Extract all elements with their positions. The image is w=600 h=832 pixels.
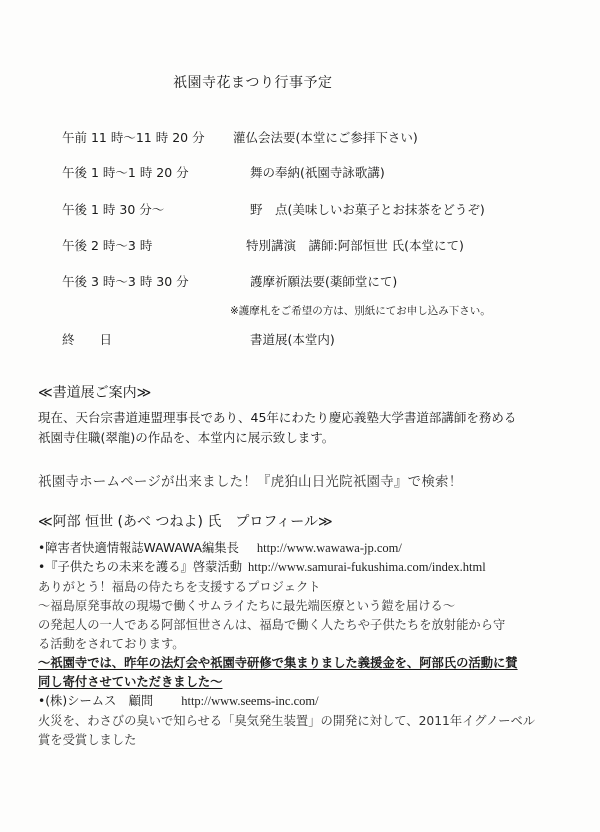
profile-item xyxy=(38,691,319,709)
donation-note: ～祇園寺では、昨年の法灯会や祇園寺研修で集まりました義援金を、阿部氏の活動に賛 xyxy=(38,656,518,670)
homepage-announcement: 祇園寺ホームページが出来ました！『虎狛山日光院祇園寺』で検索！ xyxy=(38,474,463,490)
schedule-time: 終 日 xyxy=(62,332,113,347)
calligraphy-text: 祇園寺住職(翠龍)の作品を、本堂内に展示致します。 xyxy=(38,430,335,445)
profile-item-text: •『子供たちの未来を護る』啓蒙活動 xyxy=(38,560,243,574)
schedule-event: 野 点(美味しいお菓子とお抹茶をどうぞ) xyxy=(250,202,485,217)
schedule-time: 午後 2 時～3 時 xyxy=(62,238,153,253)
profile-item xyxy=(38,538,402,556)
profile-item-text: •障害者快適情報誌WAWAWA編集長 xyxy=(38,541,239,555)
schedule-row xyxy=(0,163,600,183)
profile-desc: 賞を受賞しました xyxy=(38,733,137,747)
schedule-event: 舞の奉納(祇園寺詠歌講) xyxy=(250,165,385,180)
schedule-event: 特別講演 講師:阿部恒世 氏(本堂にて) xyxy=(246,238,464,253)
schedule-note: ※護摩札をご希望の方は、別紙にてお申し込み下さい。 xyxy=(230,305,491,317)
profile-item-url[interactable]: http://www.samurai-fukushima.com/index.html xyxy=(248,560,486,574)
profile-item xyxy=(38,557,486,575)
profile-item-text: •(株)シームス 顧問 xyxy=(38,694,154,708)
schedule-time: 午前 11 時～11 時 20 分 xyxy=(62,130,205,145)
profile-desc: の発起人の一人である阿部恒世さんは、福島で働く人たちや子供たちを放射能から守 xyxy=(38,618,506,632)
profile-item-url[interactable]: http://www.seems-inc.com/ xyxy=(181,694,319,708)
schedule-row xyxy=(0,200,600,220)
profile-heading: ≪阿部 恒世 (あべ つねよ) 氏 プロフィール≫ xyxy=(38,514,333,530)
profile-desc: ～福島原発事故の現場で働くサムライたちに最先端医療という鎧を届ける～ xyxy=(38,599,456,613)
schedule-row xyxy=(0,236,600,256)
page-title: 祇園寺花まつり行事予定 xyxy=(173,75,333,91)
donation-note: 同し寄付させていただきました～ xyxy=(38,675,223,689)
schedule-row xyxy=(0,128,600,148)
profile-desc: 火災を、わさびの臭いで知らせる「臭気発生装置」の開発に対して、2011年イグノーベル xyxy=(38,714,536,728)
calligraphy-heading: ≪書道展ご案内≫ xyxy=(38,385,152,401)
calligraphy-text: 現在、天台宗書道連盟理事長であり、45年にわたり慶応義塾大学書道部講師を務める xyxy=(38,410,517,425)
schedule-event: 書道展(本堂内) xyxy=(250,332,335,347)
profile-desc: ありがとう！福島の侍たちを支援するプロジェクト xyxy=(38,580,321,594)
schedule-event: 護摩祈願法要(薬師堂にて) xyxy=(250,274,398,289)
schedule-time: 午後 1 時～1 時 20 分 xyxy=(62,165,189,180)
schedule-time: 午後 1 時 30 分～ xyxy=(62,202,165,217)
schedule-row xyxy=(0,330,600,350)
schedule-event: 灌仏会法要(本堂にご参拝下さい) xyxy=(233,130,418,145)
schedule-time: 午後 3 時～3 時 30 分 xyxy=(62,274,189,289)
profile-item-url[interactable]: http://www.wawawa-jp.com/ xyxy=(256,541,402,555)
schedule-row xyxy=(0,272,600,292)
profile-desc: る活動をされております。 xyxy=(38,637,185,651)
